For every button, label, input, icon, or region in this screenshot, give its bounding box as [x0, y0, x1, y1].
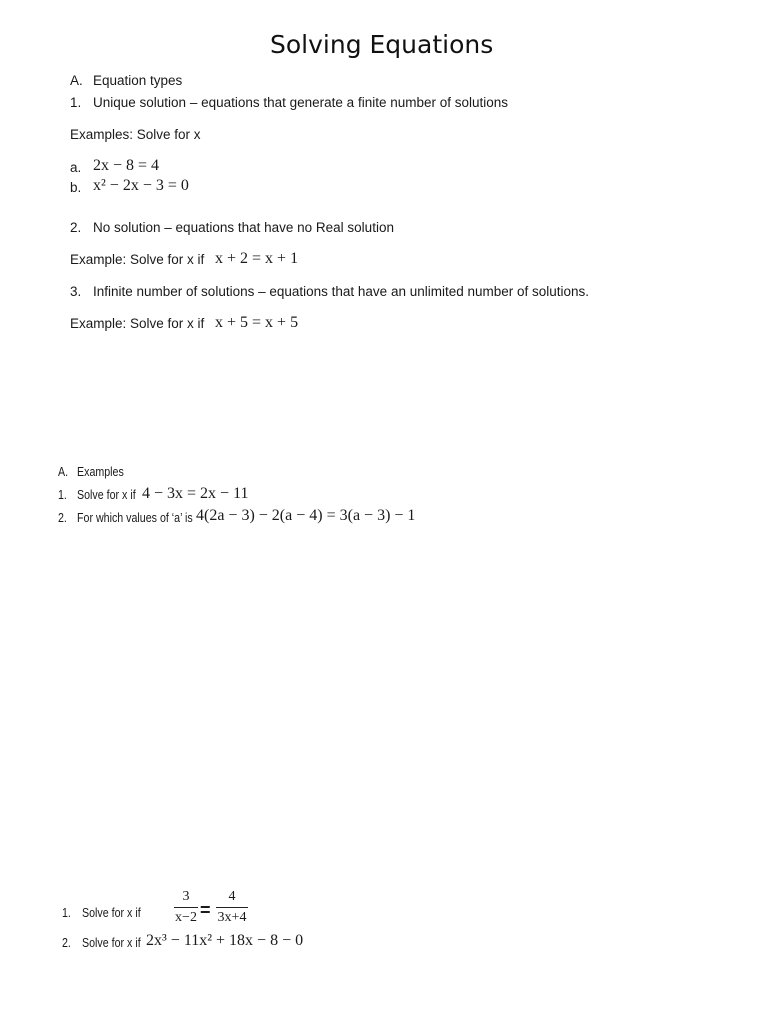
- fraction-right: [216, 889, 248, 926]
- question-label: Solve for x if: [82, 935, 141, 950]
- list-item-text: Unique solution – equations that generate a finite number of solutions: [93, 95, 509, 110]
- equation: 2x − 8 = 4: [93, 157, 160, 174]
- list-marker: 2.: [62, 935, 71, 950]
- list-item-text: No solution – equations that have no Real solution: [93, 220, 394, 235]
- list-item-text: Infinite number of solutions – equations that have an unlimited number of solutions.: [93, 284, 590, 299]
- examples-label: Examples: Solve for x: [70, 127, 201, 142]
- equals-sign: =: [200, 900, 211, 920]
- list-marker: 3.: [70, 284, 82, 299]
- section-heading: Equation types: [93, 73, 183, 88]
- section-heading: Examples: [77, 464, 124, 479]
- equation: x + 2 = x + 1: [215, 250, 299, 267]
- numerator: 4: [228, 889, 236, 904]
- list-marker: 1.: [62, 905, 71, 920]
- numerator: 3: [182, 889, 190, 904]
- example-label: Example: Solve for x if: [70, 252, 205, 267]
- denominator: x−2: [175, 910, 197, 925]
- equation: 4 − 3x = 2x − 11: [142, 485, 249, 502]
- equation: x + 5 = x + 5: [215, 314, 299, 331]
- section-marker: A.: [70, 73, 83, 88]
- question-label: For which values of ‘a’ is: [77, 510, 193, 525]
- list-marker: 1.: [70, 95, 82, 110]
- question-label: Solve for x if: [77, 487, 136, 502]
- list-marker: a.: [70, 160, 82, 175]
- example-label: Example: Solve for x if: [70, 316, 205, 331]
- equation: 4(2a − 3) − 2(a − 4) = 3(a − 3) − 1: [196, 507, 416, 524]
- equation: 2x³ − 11x² + 18x − 8 − 0: [146, 932, 304, 949]
- question-label: Solve for x if: [82, 905, 141, 920]
- list-marker: 1.: [58, 487, 67, 502]
- list-marker: 2.: [70, 220, 82, 235]
- list-marker: 2.: [58, 510, 67, 525]
- fraction-left: [174, 889, 198, 926]
- page-title: Solving Equations: [270, 30, 494, 59]
- section-marker: A.: [58, 464, 69, 479]
- list-marker: b.: [70, 180, 82, 195]
- equation: x² − 2x − 3 = 0: [93, 177, 189, 194]
- denominator: 3x+4: [217, 910, 247, 925]
